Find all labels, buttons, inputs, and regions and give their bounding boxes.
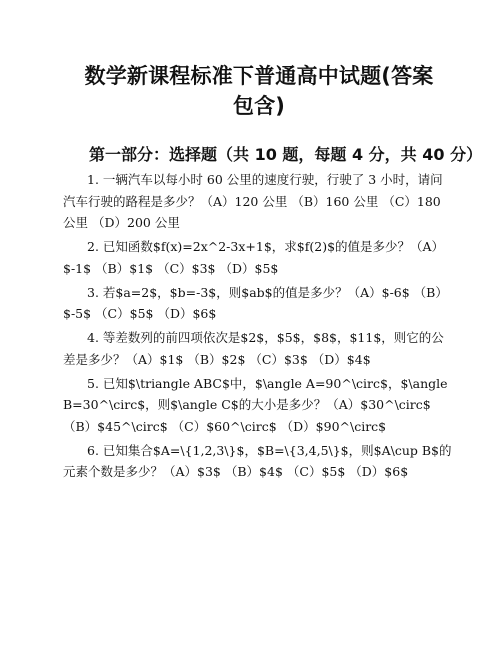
question-list [63,169,455,485]
question-3: 3. 若$a=2$，$b=-3$，则$ab$的值是多少？（A）$-6$ （B）$-5$ （C）$5$ （D）$6$ [63,284,448,321]
question-6: 6. 已知集合$A=\{1,2,3\}$，$B=\{3,4,5\}$，则$A\cup B$的元素个数是多少？（A）$3$ （B）$4$ （C）$5$ （D）$6$ [63,442,452,479]
section-heading: 第一部分：选择题（共 10 题，每题 4 分，共 40 分） [89,145,483,164]
question-1: 1. 一辆汽车以每小时 60 公里的速度行驶，行驶了 3 小时，请问汽车行驶的路程是多少？（A）120 公里 （B）160 公里 （C）180 公里 （D）200 公里 [63,172,443,230]
question-2: 2. 已知函数$f(x)=2x^2-3x+1$，求$f(2)$的值是多少？（A）$-1$ （B）$1$ （C）$3$ （D）$5$ [63,239,445,276]
page-title: 数学新课程标准下普通高中试题(答案包含) [84,64,434,118]
question-5: 5. 已知$\triangle ABC$中，$\angle A=90^\circ$，$\angle B=30^\circ$，则$\angle C$的大小是多少？（A）$30^\circ$ （B）$45^\circ$ （C）$60^\circ$ （D）$90^\circ$ [63,375,448,434]
question-4: 4. 等差数列的前四项依次是$2$，$5$，$8$，$11$，则它的公差是多少？（A）$1$ （B）$2$ （C）$3$ （D）$4$ [63,330,444,367]
